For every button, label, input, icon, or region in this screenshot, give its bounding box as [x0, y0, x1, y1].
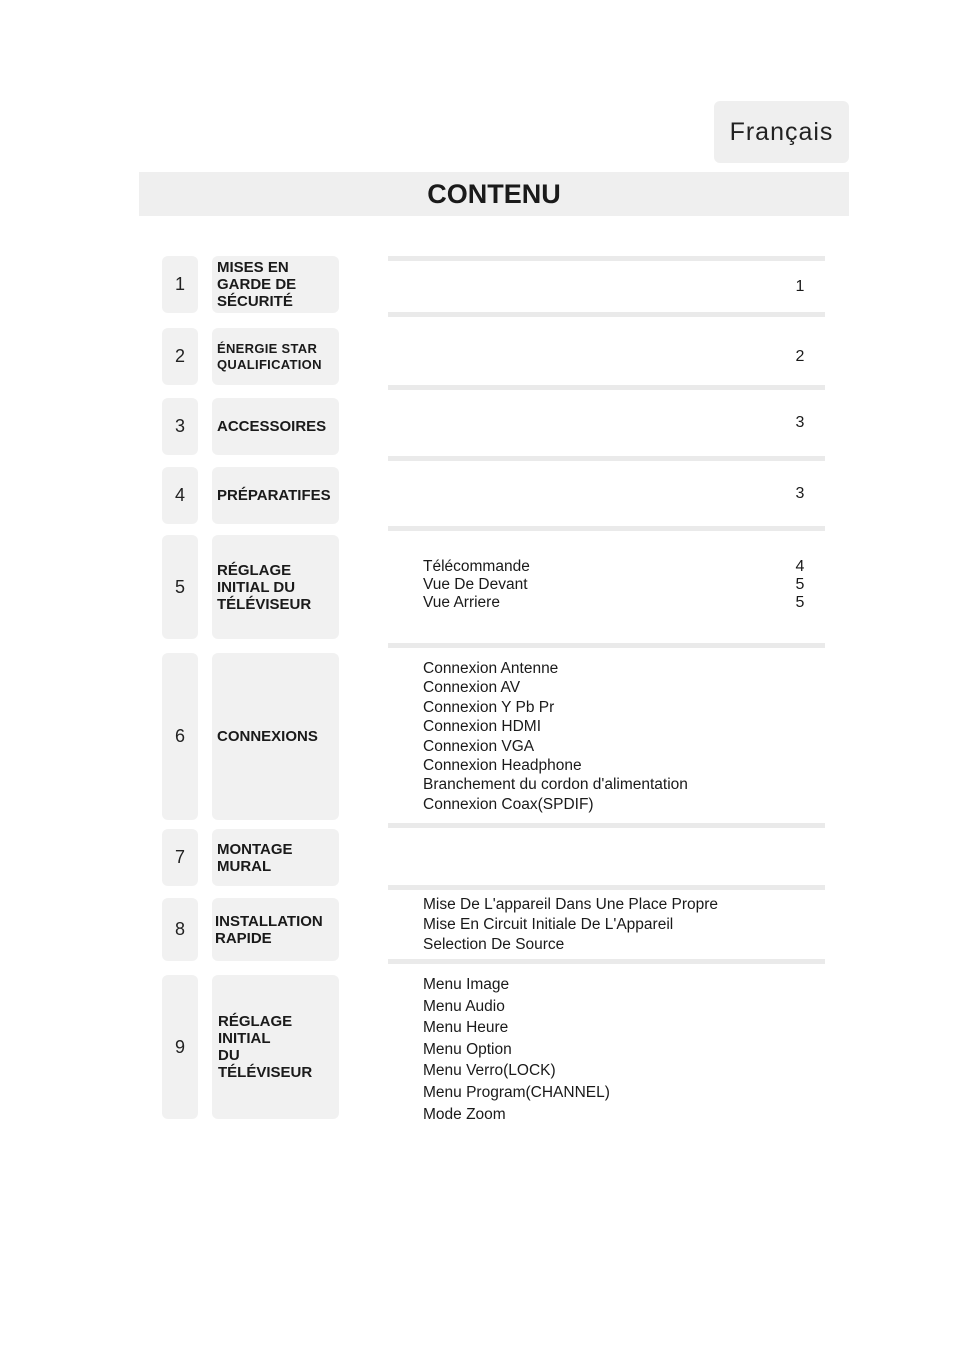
section-title: ÉNERGIE STAR QUALIFICATION: [212, 328, 339, 385]
section-number: 5: [162, 535, 198, 639]
list-item: Vue De Devant: [423, 576, 528, 593]
entry-list: [423, 895, 823, 955]
list-item: Connexion Antenne: [423, 660, 559, 677]
divider: [388, 456, 825, 461]
section-title: MISES EN GARDE DE SÉCURITÉ: [212, 256, 339, 313]
list-item: Connexion Coax(SPDIF): [423, 795, 594, 813]
divider: [388, 959, 825, 964]
list-item: Menu Program(CHANNEL): [423, 1083, 610, 1101]
list-item: Mode Zoom: [423, 1105, 506, 1123]
section-title: RÉGLAGE INITIAL DU TÉLÉVISEUR: [212, 535, 339, 639]
section-title: ACCESSOIRES: [212, 398, 339, 455]
list-item: Menu Audio: [423, 997, 505, 1015]
page-number: 1: [795, 278, 805, 295]
section-title: PRÉPARATIFES: [212, 467, 339, 524]
section-number: 2: [162, 328, 198, 385]
list-item: Menu Option: [423, 1040, 512, 1058]
list-item: Télécommande: [423, 558, 530, 575]
list-item: Menu Image: [423, 976, 510, 993]
page-number-list: [790, 558, 810, 612]
divider: [388, 885, 825, 890]
list-item: Connexion AV: [423, 679, 521, 697]
page-number: 3: [795, 414, 805, 431]
entry-list: [423, 659, 823, 814]
section-number: 6: [162, 653, 198, 820]
list-item: Connexion HDMI: [423, 718, 542, 736]
section-number: 8: [162, 898, 198, 961]
list-item: Connexion Y Pb Pr: [423, 698, 555, 716]
section-title: RÉGLAGE INITIAL DU TÉLÉVISEUR: [212, 975, 339, 1119]
section-title: CONNEXIONS: [212, 653, 339, 820]
list-item: Selection De Source: [423, 936, 565, 953]
section-number: 1: [162, 256, 198, 313]
page-number: 5: [795, 594, 805, 611]
page-number: 4: [795, 558, 805, 575]
list-item: Connexion Headphone: [423, 757, 582, 775]
entry-list: [423, 974, 823, 1125]
section-title: INSTALLATION RAPIDE: [212, 898, 339, 961]
divider: [388, 643, 825, 648]
page-number: 5: [795, 576, 805, 593]
section-title: MONTAGE MURAL: [212, 829, 339, 886]
list-item: Mise De L'appareil Dans Une Place Propre: [423, 896, 719, 913]
entry-list: [423, 558, 823, 612]
list-item: Menu Verro(LOCK): [423, 1062, 556, 1080]
section-number: 9: [162, 975, 198, 1119]
section-number: 7: [162, 829, 198, 886]
divider: [388, 256, 825, 261]
list-item: Connexion VGA: [423, 737, 535, 755]
divider: [388, 823, 825, 828]
page-title: CONTENU: [139, 172, 849, 216]
list-item: Branchement du cordon d'alimentation: [423, 776, 688, 794]
page-number: 3: [795, 485, 805, 502]
list-item: Menu Heure: [423, 1019, 509, 1037]
divider: [388, 385, 825, 390]
list-item: Vue Arriere: [423, 594, 500, 611]
language-tab: Français: [714, 101, 849, 163]
list-item: Mise En Circuit Initiale De L'Appareil: [423, 916, 674, 933]
divider: [388, 312, 825, 317]
section-number: 4: [162, 467, 198, 524]
page-number: 2: [795, 348, 805, 365]
divider: [388, 526, 825, 531]
section-number: 3: [162, 398, 198, 455]
